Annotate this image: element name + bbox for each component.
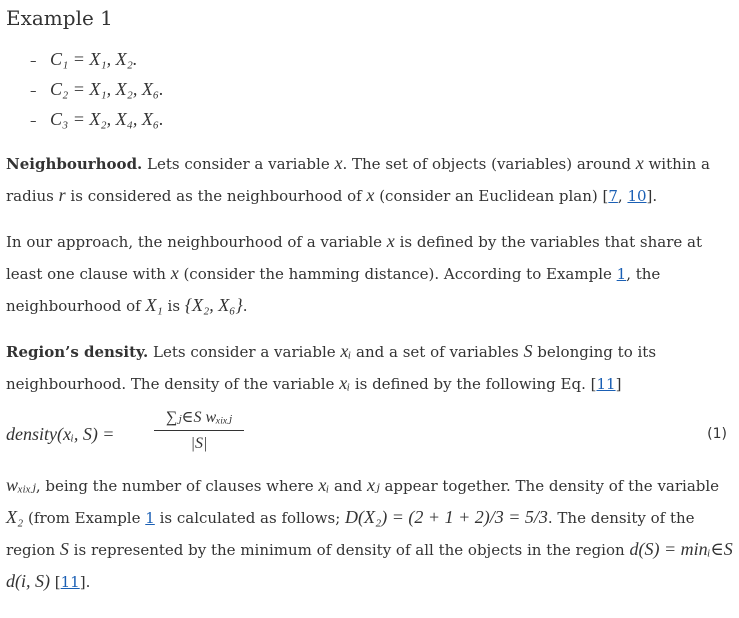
clause-item — [30, 44, 733, 74]
math-xi: xᵢ — [339, 373, 351, 393]
example-link-1[interactable]: 1 — [616, 265, 627, 283]
text-run: appear together. The density of the variable — [379, 477, 720, 495]
math-xj: xⱼ — [366, 475, 380, 495]
citation-link-10[interactable]: 10 — [627, 187, 647, 205]
text-run: [ — [50, 573, 61, 591]
density-paragraph — [6, 336, 733, 400]
citation-link-7[interactable]: 7 — [608, 187, 618, 205]
math-x: x — [170, 263, 179, 283]
citation-link-11[interactable]: 11 — [596, 375, 616, 393]
math-set: {X₂, X₆} — [184, 295, 243, 315]
text-run: , being the number of clauses where — [35, 477, 319, 495]
text-run: and — [329, 477, 367, 495]
text-run: is calculated as follows; — [154, 509, 346, 527]
text-run: . The set of objects (variables) around — [342, 155, 636, 173]
text-run: ]. — [646, 187, 658, 205]
text-run: ]. — [79, 573, 91, 591]
math-x2: X₂ — [6, 507, 24, 527]
math-r: r — [58, 185, 66, 205]
density-equation — [6, 406, 733, 470]
list-dash: – — [30, 114, 37, 129]
list-dash: – — [30, 84, 37, 99]
text-run: ] — [615, 375, 622, 393]
text-run: Lets consider a variable — [142, 155, 335, 173]
math-x1: X₁ — [145, 295, 163, 315]
text-run: is represented by the minimum of density of all the objects in the region — [68, 541, 630, 559]
text-run: (consider the hamming distance). According to Example — [178, 265, 617, 283]
math-x: x — [635, 153, 644, 173]
math-formula: D(X₂) = (2 + 1 + 2)/3 = 5/3 — [345, 507, 548, 527]
clause-item — [30, 104, 733, 134]
neighbourhood-term: Neighbourhood. — [6, 155, 143, 173]
text-run: (from Example — [23, 509, 146, 527]
text-run: , the neighbourhood of — [6, 265, 661, 315]
math-xi: xᵢ — [318, 475, 330, 495]
density-term: Region’s density. — [6, 343, 149, 361]
equation-lhs: density(xᵢ, S) = — [6, 424, 115, 444]
equation-numerator: ∑ⱼ∈S wₓᵢₓⱼ — [154, 406, 244, 431]
clause-formula: C₃ = X₂, X₄, X₆. — [50, 109, 164, 129]
text-run: within a radius — [6, 155, 710, 205]
example-link-1[interactable]: 1 — [145, 509, 155, 527]
text-run: is defined by the variables that share at least one clause with — [6, 233, 702, 283]
example-heading: Example 1 — [6, 6, 113, 30]
text-run: belonging to its neighbourhood. The density of the variable — [6, 343, 657, 393]
text-run: is defined by the following Eq. [ — [350, 375, 597, 393]
math-xi: xᵢ — [340, 341, 352, 361]
math-x: x — [366, 185, 375, 205]
text-run: is — [162, 297, 185, 315]
math-S: S — [523, 341, 533, 361]
density-explanation-paragraph — [6, 470, 733, 598]
neighbourhood-paragraph — [6, 148, 733, 212]
math-dS: d(S) = minᵢ∈S d(i, S) — [6, 539, 733, 591]
equation-denominator: |S| — [190, 435, 208, 452]
math-w: wₓᵢₓⱼ — [6, 475, 36, 495]
equation-fraction — [154, 406, 244, 457]
approach-paragraph — [6, 226, 733, 322]
text-run: . The density of the region — [6, 509, 695, 559]
clause-item — [30, 74, 733, 104]
text-run: . — [242, 297, 248, 315]
text-run: is considered as the neighbourhood of — [65, 187, 367, 205]
clause-list — [30, 44, 733, 134]
equation-number: (1) — [707, 426, 727, 442]
text-run: , — [617, 187, 628, 205]
text-run: (consider an Euclidean plan) [ — [374, 187, 609, 205]
math-x: x — [334, 153, 343, 173]
text-run: Lets consider a variable — [148, 343, 341, 361]
math-S: S — [59, 539, 69, 559]
citation-link-11[interactable]: 11 — [60, 573, 80, 591]
list-dash: – — [30, 54, 37, 69]
clause-formula: C₁ = X₁, X₂. — [50, 49, 138, 69]
clause-formula: C₂ = X₁, X₂, X₆. — [50, 79, 164, 99]
text-run: In our approach, the neighbourhood of a variable — [6, 233, 387, 251]
text-run: and a set of variables — [351, 343, 524, 361]
math-x: x — [386, 231, 395, 251]
